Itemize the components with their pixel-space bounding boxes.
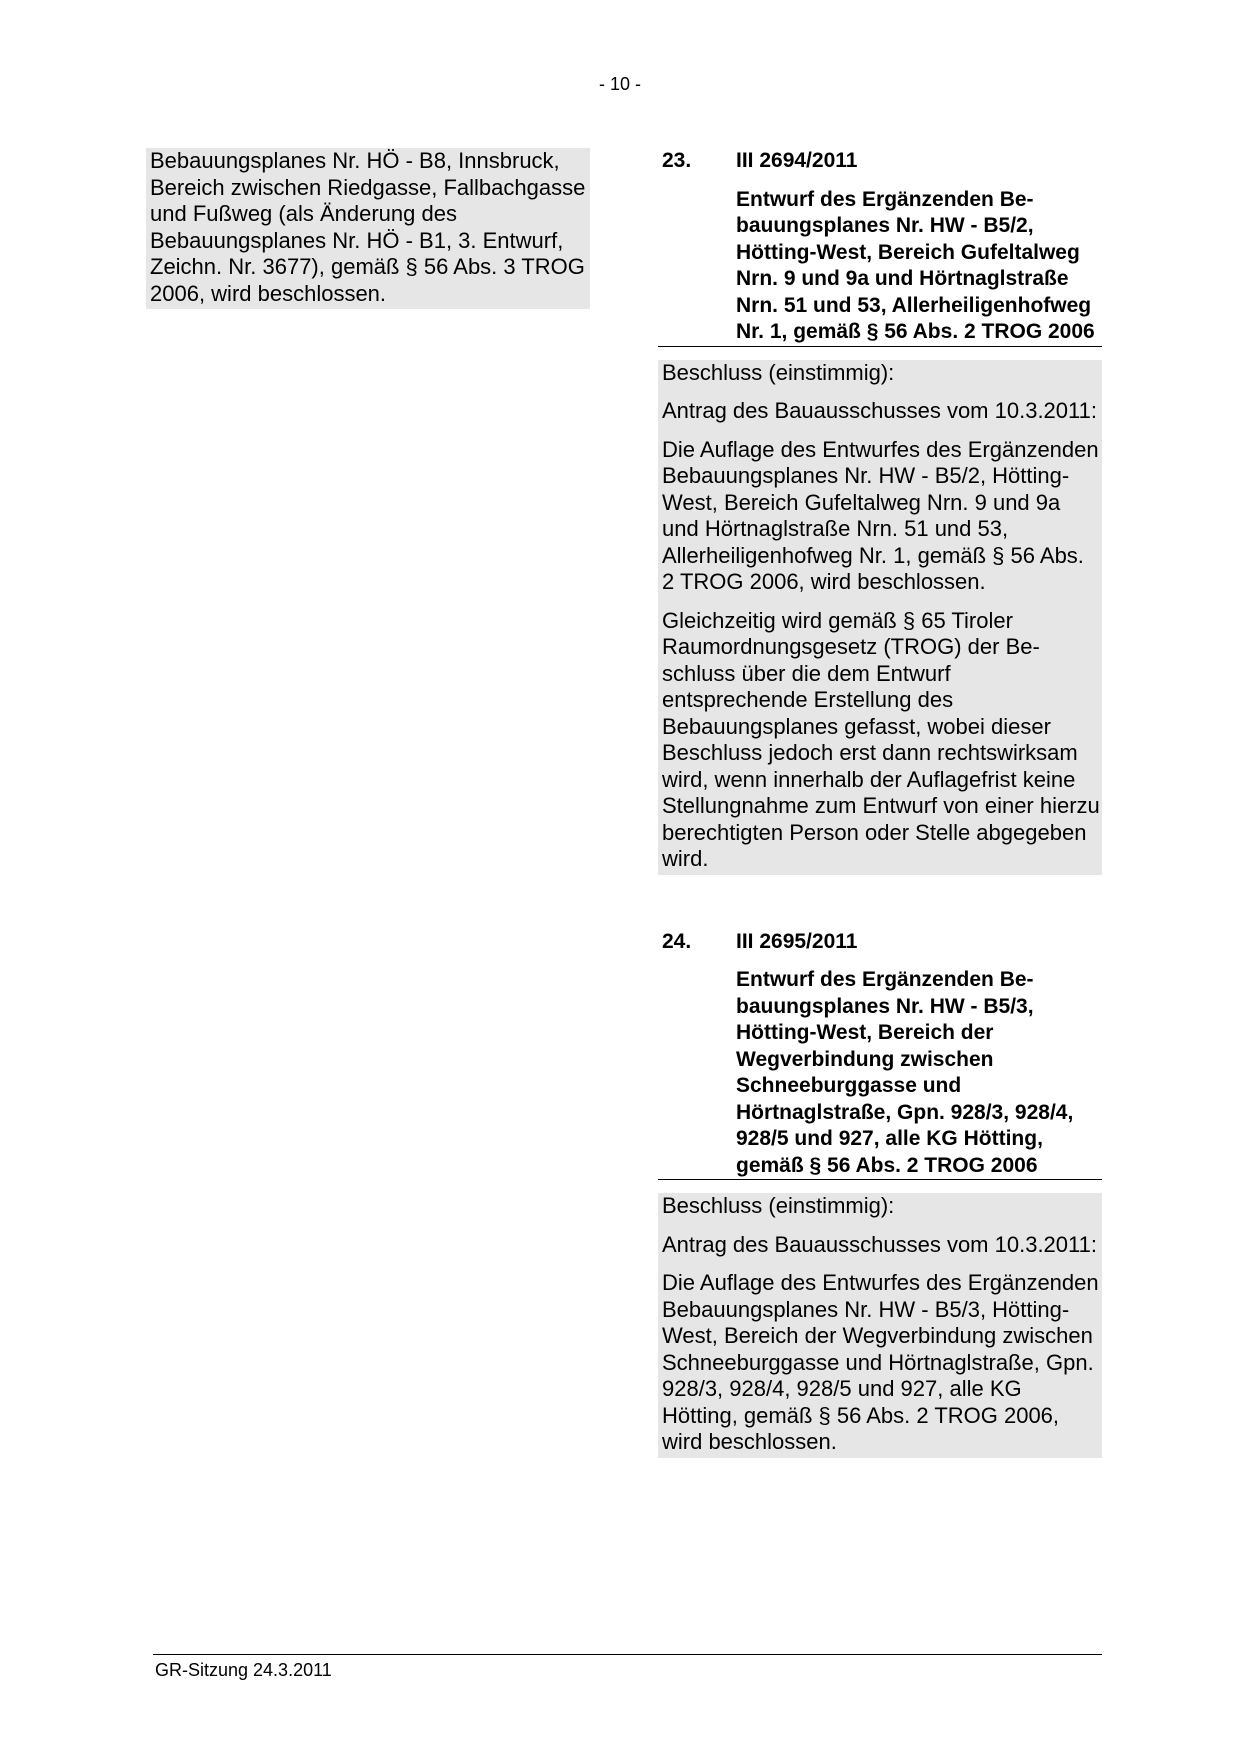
item-reference: III 2694/2011 xyxy=(736,149,858,172)
item-header xyxy=(658,929,1102,956)
right-column xyxy=(658,148,1102,1458)
resolution-note: Gleichzeitig wird gemäß § 65 Tiroler Raumordnungsgesetz (TROG) der Be-schluss über die dem Entwurf entsprechende Erstellung des Bebauungsplanes gefasst, wobei dieser Beschluss jedoch erst dann rechtswirksam wird, wenn innerhalb der Auflagefrist keine Stellungnahme zum Entwurf von einer hierzu berechtigten Person oder Stelle abgegeben wird. xyxy=(662,607,1100,871)
item-title: Entwurf des Ergänzenden Be-bauungsplanes Nr. HW - B5/2, Hötting-West, Bereich Gufeltalweg Nrn. 9 und 9a und Hörtnaglstraße Nrn. 51 und 53, Allerheiligenhofweg Nr. 1, gemäß § 56 Abs. 2 TROG 2006 xyxy=(736,187,1095,343)
item-reference: III 2695/2011 xyxy=(736,929,858,953)
item-title-rule xyxy=(658,187,1102,347)
item-title: Entwurf des Ergänzenden Be-bauungsplanes Nr. HW - B5/3, Hötting-West, Bereich der Wegverbindung zwischen Schneeburggasse und Hörtnaglstraße, Gpn. 928/3, 928/4, 928/5 und 927, alle KG Hötting, gemäß § 56 Abs. 2 TROG 2006 xyxy=(736,968,1074,1177)
resolution-block xyxy=(658,360,1102,875)
footer-text: GR-Sitzung 24.3.2011 xyxy=(155,1660,332,1680)
left-column-text: Bebauungsplanes Nr. HÖ - B8, Innsbruck, Bereich zwischen Riedgasse, Fallbachgasse und Fußweg (als Änderung des Bebauungsplanes Nr. HÖ - B1, 3. Entwurf, Zeichn. Nr. 3677), gemäß § 56 Abs. 3 TROG 2006, wird beschlossen. xyxy=(150,148,586,306)
footer-rule xyxy=(153,1654,1102,1655)
page-number: - 10 - xyxy=(598,74,641,94)
left-column xyxy=(146,148,590,309)
motion-text: Antrag des Bauausschusses vom 10.3.2011: xyxy=(662,1231,1097,1257)
agenda-item-24 xyxy=(658,929,1102,1458)
item-spacer xyxy=(658,875,1102,929)
resolution-text: Die Auflage des Entwurfes des Ergänzenden Bebauungsplanes Nr. HW - B5/3, Hötting-West, Bereich der Wegverbindung zwischen Schneeburggasse und Hörtnaglstraße, Gpn. 928/3, 928/4, 928/5 und 927, alle KG Hötting, gemäß § 56 Abs. 2 TROG 2006, wird beschlossen. xyxy=(662,1270,1099,1454)
item-number: 24. xyxy=(662,929,692,953)
resolution-block xyxy=(658,1193,1102,1458)
resolution-label: Beschluss (einstimmig): xyxy=(662,1193,895,1218)
motion-text: Antrag des Bauausschusses vom 10.3.2011: xyxy=(662,398,1097,423)
item-header xyxy=(658,148,1102,175)
resolution-text: Die Auflage des Entwurfes des Ergänzenden Bebauungsplanes Nr. HW - B5/2, Hötting-West, Bereich Gufeltalweg Nrn. 9 und 9a und Hörtnaglstraße Nrn. 51 und 53, Allerheiligenhofweg Nr. 1, gemäß § 56 Abs. 2 TROG 2006, wird beschlossen. xyxy=(662,436,1099,594)
agenda-item-23 xyxy=(658,148,1102,875)
resolution-label: Beschluss (einstimmig): xyxy=(662,359,895,385)
left-column-shaded-text xyxy=(146,148,590,309)
item-number: 23. xyxy=(662,149,692,172)
item-title-rule xyxy=(658,967,1102,1180)
